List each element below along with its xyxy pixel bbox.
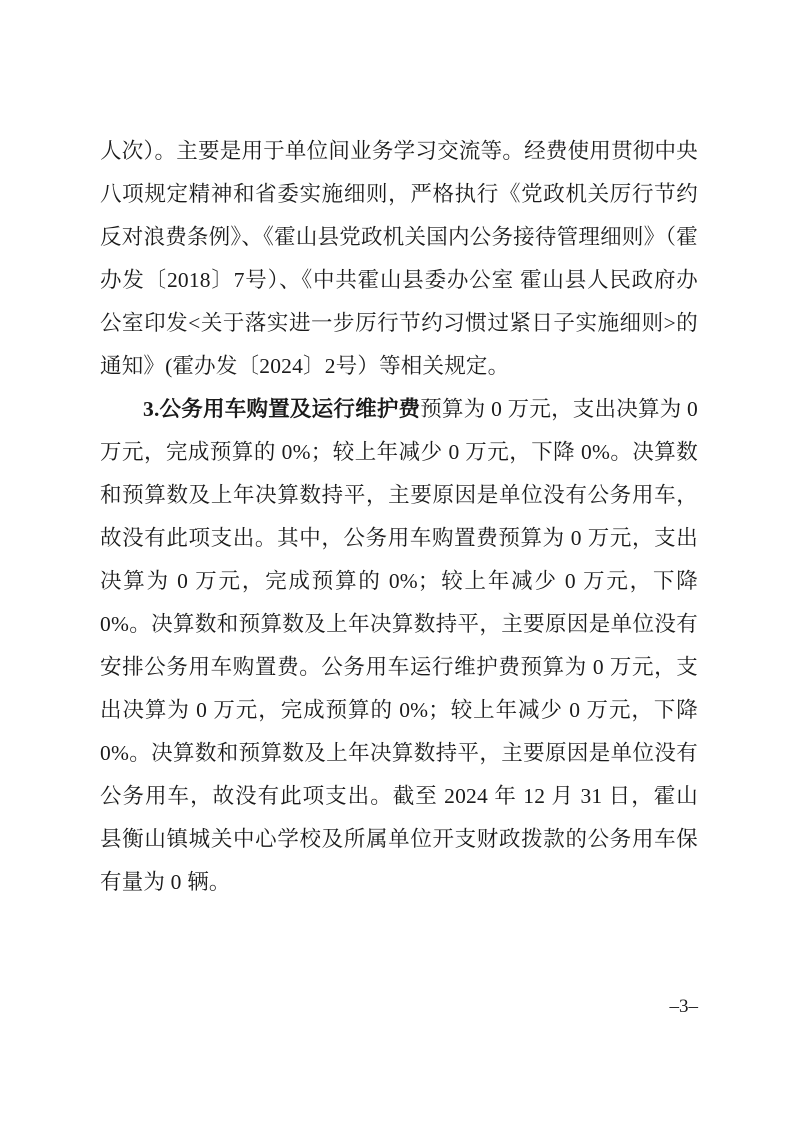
paragraph-continued-expenses: 人次）。主要是用于单位间业务学习交流等。经费使用贯彻中央八项规定精神和省委实施细则，严格执行《党政机关厉行节约反对浪费条例》、《霍山县党政机关国内公务接待管理细则》（霍办发〔2018〕7号）、《中共霍山县委办公室 霍山县人民政府办公室印发<关于落实进一步厉行节约习惯过紧日子实施细则>的通知》(霍办发〔2024〕2号）等相关规定。 [100, 139, 698, 378]
document-body [100, 130, 698, 904]
page-number: –3– [669, 996, 698, 1017]
paragraph-vehicle-purchase-maintenance [100, 388, 698, 904]
paragraph-text-run: 预算为 0 万元，支出决算为 0 万元，完成预算的 0%；较上年减少 0 万元，下降 0%。决算数和预算数及上年决算数持平，主要原因是单位没有公务用车，故没有此项支出。其中，公务用车购置费预算为 0 万元，支出决算为 0 万元，完成预算的 0%；较上年减少 0 万元，下降 0%。决算数和预算数及上年决算数持平，主要原因是单位没有安排公务用车购置费。公务用车运行维护费预算为 0 万元，支出决算为 0 万元，完成预算的 0%；较上年减少 0 万元，下降 0%。决算数和预算数及上年决算数持平，主要原因是单位没有公务用车，故没有此项支出。截至 2024 年 12 月 31 日，霍山县衡山镇城关中心学校及所属单位开支财政拨款的公务用车保有量为 0 辆。 [100, 397, 698, 894]
paragraph-heading-run: 3.公务用车购置及运行维护费 [143, 397, 421, 421]
